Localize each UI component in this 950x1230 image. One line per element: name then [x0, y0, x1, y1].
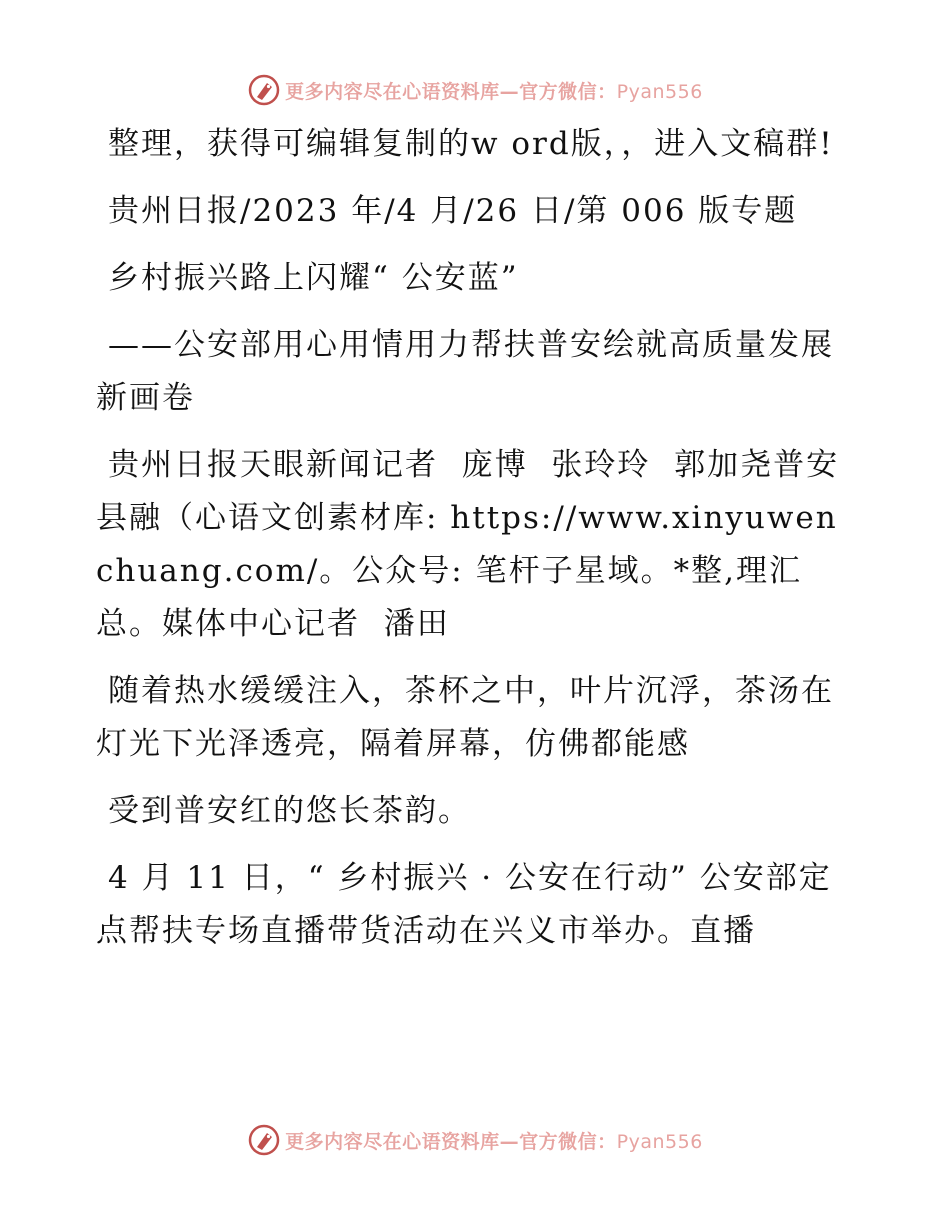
footer-watermark-banner: [0, 1120, 950, 1160]
paragraph-article-title: 乡村振兴路上闪耀“ 公安蓝”: [108, 260, 519, 296]
paragraph-byline: 贵州日报天眼新闻记者 庞博 张玲玲 郭加尧普安县融（心语文创素材库: https://www.xinyuwenchuang.com/。公众号: 笔杆子星域。*整,理汇总。媒体中心记者 潘田: [96, 447, 840, 642]
footer-watermark-text: 更多内容尽在心语资料库—官方微信：Pyan556: [285, 1130, 703, 1153]
pen-nib-seal-icon: [247, 1123, 281, 1157]
paragraph-body-3: 4 月 11 日，“ 乡村振兴 · 公安在行动” 公安部定点帮扶专场直播带货活动在兴义市举办。直播: [96, 860, 832, 949]
paragraph-article-subtitle: ——公安部用心用情用力帮扶普安绘就高质量发展新画卷: [96, 327, 834, 416]
document-body: [96, 118, 856, 972]
paragraph-source-line: 贵州日报/2023 年/4 月/26 日/第 006 版专题: [108, 193, 798, 229]
paragraph-word-note: 整理，获得可编辑复制的w ord版，，进入文稿群!: [108, 126, 834, 162]
paragraph-body-2: 受到普安红的悠长茶韵。: [108, 793, 471, 829]
pen-nib-seal-icon: [247, 73, 281, 107]
paragraph-body-1: 随着热水缓缓注入，茶杯之中，叶片沉浮，茶汤在灯光下光泽透亮，隔着屏幕，仿佛都能感: [96, 673, 834, 762]
header-watermark-text: 更多内容尽在心语资料库—官方微信：Pyan556: [285, 80, 703, 103]
header-watermark-banner: [0, 70, 950, 110]
